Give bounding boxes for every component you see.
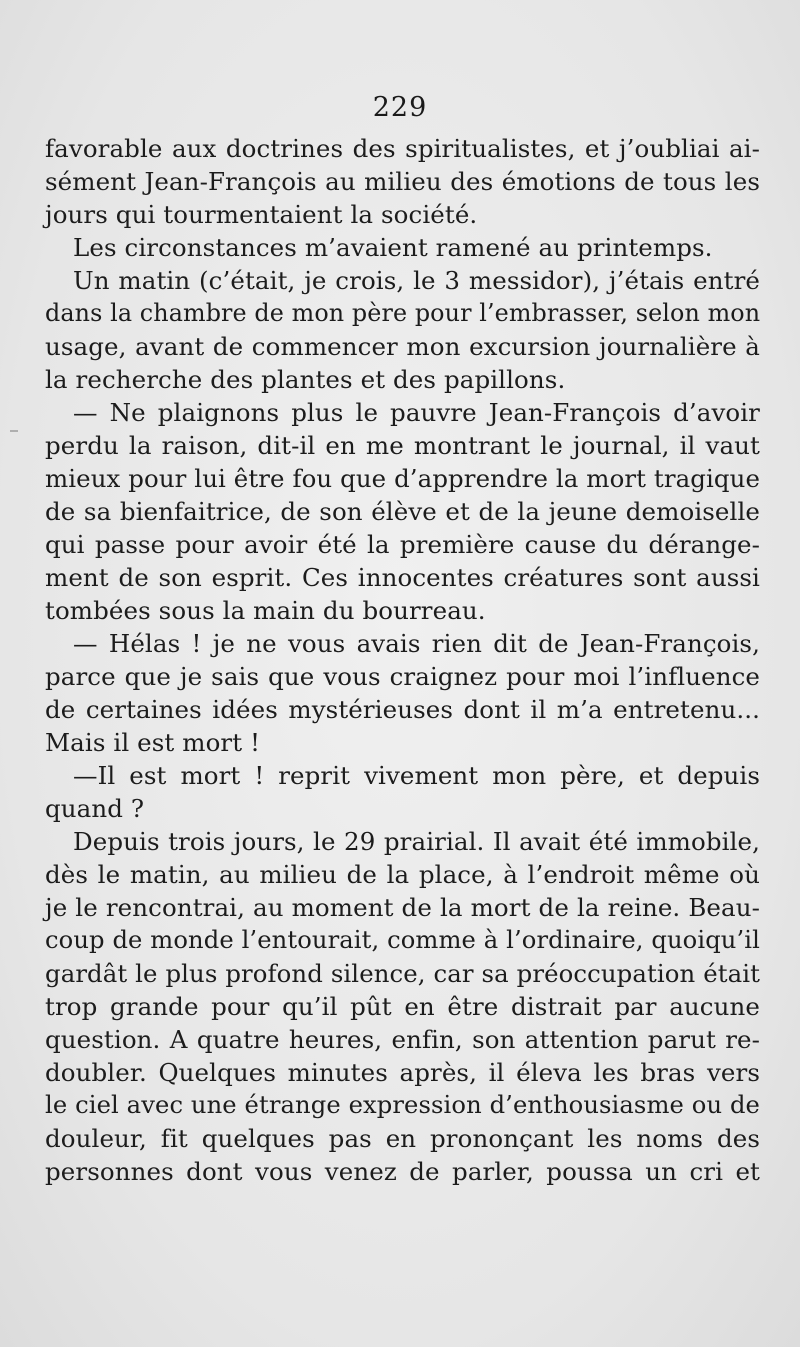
text-line: Les circonstances m’avaient ramené au printemps. bbox=[73, 233, 713, 262]
text-line: sément Jean-François au milieu des émotions de tous les bbox=[45, 167, 760, 196]
text-line: la recherche des plantes et des papillons. bbox=[45, 365, 566, 394]
text-line: dès le matin, au milieu de la place, à l’endroit même où bbox=[45, 860, 760, 889]
text-line: Un matin (c’était, je crois, le 3 messidor), j’étais entré bbox=[73, 266, 760, 295]
text-line: de sa bienfaitrice, de son élève et de la jeune demoiselle bbox=[45, 497, 760, 526]
text-line: le ciel avec une étrange expression d’enthousiasme ou de bbox=[45, 1091, 760, 1119]
text-line: quand ? bbox=[45, 794, 145, 823]
text-line: gardât le plus profond silence, car sa préoccupation était bbox=[45, 959, 760, 988]
text-line: — Hélas ! je ne vous avais rien dit de Jean-François, bbox=[73, 629, 760, 658]
text-line: qui passe pour avoir été la première cause du dérange- bbox=[45, 530, 760, 559]
text-line: perdu la raison, dit-il en me montrant le journal, il vaut bbox=[45, 431, 760, 460]
text-line: de certaines idées mystérieuses dont il m’a entretenu... bbox=[45, 695, 760, 724]
page-number: 229 bbox=[372, 92, 428, 123]
text-line: mieux pour lui être fou que d’apprendre la mort tragique bbox=[45, 464, 761, 493]
text-line: Mais il est mort ! bbox=[45, 728, 261, 757]
text-line: question. A quatre heures, enfin, son attention parut re- bbox=[45, 1025, 760, 1054]
text-line: —Il est mort ! reprit vivement mon père, et depuis bbox=[73, 761, 760, 790]
text-line: — Ne plaignons plus le pauvre Jean-François d’avoir bbox=[73, 398, 760, 427]
text-line: trop grande pour qu’il pût en être distrait par aucune bbox=[45, 992, 760, 1021]
text-line: coup de monde l’entourait, comme à l’ordinaire, quoiqu’il bbox=[45, 926, 760, 954]
text-line: usage, avant de commencer mon excursion journalière à bbox=[45, 332, 760, 361]
text-line: parce que je sais que vous craignez pour moi l’influence bbox=[45, 662, 760, 691]
ink-smudge bbox=[10, 430, 18, 432]
text-line: jours qui tourmentaient la société. bbox=[45, 200, 478, 229]
text-line: Depuis trois jours, le 29 prairial. Il avait été immobile, bbox=[73, 827, 760, 856]
text-line: ment de son esprit. Ces innocentes créatures sont aussi bbox=[45, 563, 760, 592]
text-line: doubler. Quelques minutes après, il éleva les bras vers bbox=[45, 1058, 760, 1087]
text-line: favorable aux doctrines des spiritualistes, et j’oubliai ai- bbox=[45, 134, 760, 163]
text-line: tombées sous la main du bourreau. bbox=[45, 596, 486, 625]
body-text bbox=[45, 132, 760, 1188]
text-line: dans la chambre de mon père pour l’embrasser, selon mon bbox=[45, 299, 761, 327]
text-line: je le rencontrai, au moment de la mort de la reine. Beau- bbox=[45, 893, 760, 922]
text-line: douleur, fit quelques pas en prononçant les noms des bbox=[45, 1124, 760, 1153]
text-line: personnes dont vous venez de parler, poussa un cri et bbox=[45, 1157, 760, 1186]
